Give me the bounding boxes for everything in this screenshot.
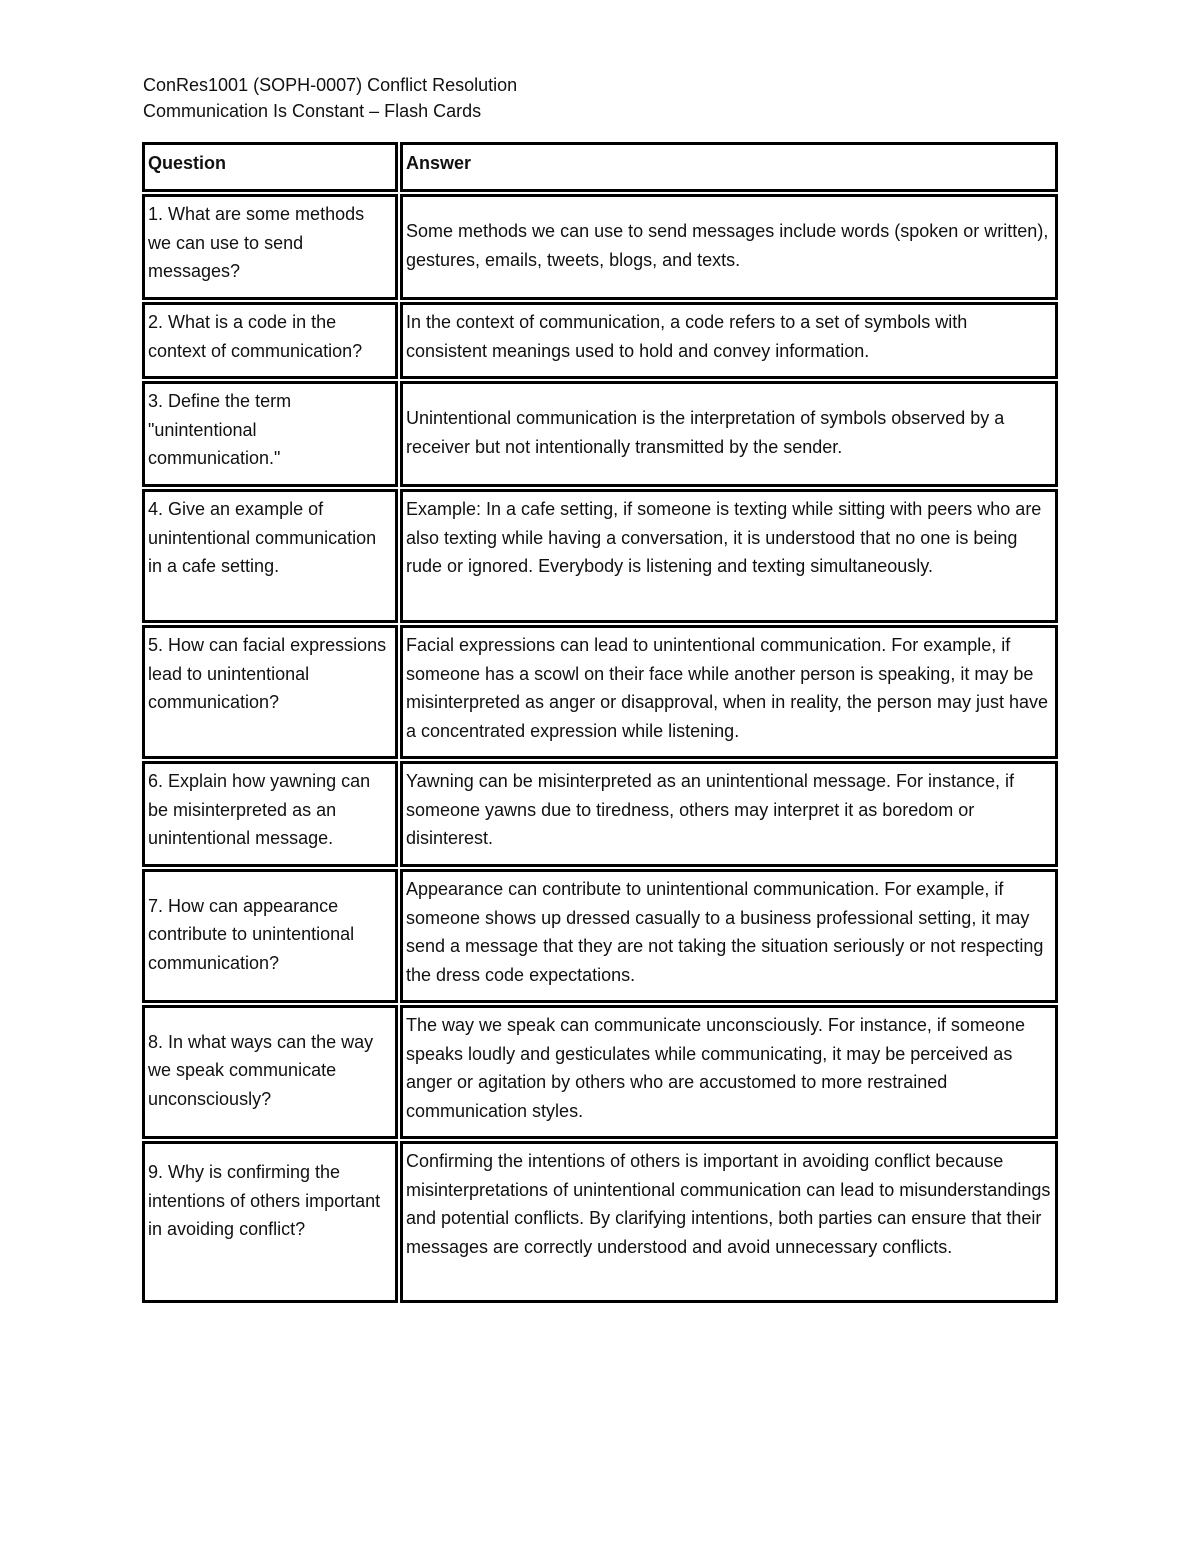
answer-text: Example: In a cafe setting, if someone is texting while sitting with peers who are also texting while having a conversation, it is understood that no one is being rude or ignored. Everybody is listening and texting simultaneously. — [406, 499, 1042, 576]
document-header — [143, 72, 1057, 124]
table-row — [142, 1141, 1058, 1303]
answer-cell — [400, 1141, 1058, 1303]
table-row — [142, 761, 1058, 867]
table-row — [142, 302, 1058, 379]
table-row — [142, 194, 1058, 300]
column-header-question: Question — [142, 142, 398, 192]
answer-cell — [400, 302, 1058, 379]
question-cell — [142, 489, 398, 623]
question-text: 4. Give an example of unintentional communication in a cafe setting. — [148, 499, 377, 576]
question-text: 3. Define the term "unintentional communication." — [148, 391, 292, 468]
column-header-answer: Answer — [400, 142, 1058, 192]
table-row — [142, 489, 1058, 623]
question-cell — [142, 302, 398, 379]
course-title: ConRes1001 (SOPH-0007) Conflict Resolution — [143, 75, 518, 95]
question-cell — [142, 1005, 398, 1139]
answer-cell — [400, 1005, 1058, 1139]
question-cell — [142, 1141, 398, 1303]
answer-cell — [400, 625, 1058, 759]
question-cell — [142, 761, 398, 867]
question-cell — [142, 194, 398, 300]
answer-text: In the context of communication, a code refers to a set of symbols with consistent meanings used to hold and convey information. — [406, 312, 968, 361]
question-text: 1. What are some methods we can use to send messages? — [148, 204, 365, 281]
table-row — [142, 1005, 1058, 1139]
answer-cell — [400, 761, 1058, 867]
question-text: 5. How can facial expressions lead to unintentional communication? — [148, 635, 387, 712]
table-row — [142, 381, 1058, 487]
question-cell — [142, 381, 398, 487]
question-text: 6. Explain how yawning can be misinterpreted as an unintentional message. — [148, 771, 371, 848]
answer-cell — [400, 869, 1058, 1003]
question-text: 8. In what ways can the way we speak communicate unconsciously? — [148, 1031, 374, 1109]
answer-text: Facial expressions can lead to unintentional communication. For example, if someone has a scowl on their face while another person is speaking, it may be misinterpreted as anger or disapproval, when in reality, the person may just have a concentrated expression while listening. — [406, 635, 1048, 741]
answer-cell — [400, 489, 1058, 623]
answer-text: Appearance can contribute to unintentional communication. For example, if someone shows up dressed casually to a business professional setting, it may send a message that they are not taking the situation seriously or not respecting the dress code expectations. — [406, 879, 1044, 985]
answer-text: Confirming the intentions of others is important in avoiding conflict because misinterpretations of unintentional communication can lead to misunderstandings and potential conflicts. By clarifying intentions, both parties can ensure that their messages are correctly understood and avoid unnecessary conflicts. — [406, 1151, 1051, 1257]
flash-cards-table — [142, 142, 1058, 1305]
table-row — [142, 625, 1058, 759]
answer-cell — [400, 194, 1058, 300]
answer-text: The way we speak can communicate unconsciously. For instance, if someone speaks loudly and gesticulates while communicating, it may be perceived as anger or agitation by others who are accustomed to more restrained communication styles. — [406, 1015, 1025, 1121]
table-row — [142, 869, 1058, 1003]
table-header-row — [142, 142, 1058, 192]
question-text: 7. How can appearance contribute to unintentional communication? — [148, 895, 355, 973]
answer-text: Some methods we can use to send messages include words (spoken or written), gestures, emails, tweets, blogs, and texts. — [406, 221, 1049, 270]
question-cell — [142, 625, 398, 759]
question-text: 2. What is a code in the context of communication? — [148, 312, 363, 361]
answer-text: Unintentional communication is the interpretation of symbols observed by a receiver but not intentionally transmitted by the sender. — [406, 408, 1005, 457]
document-title: Communication Is Constant – Flash Cards — [143, 101, 482, 121]
answer-cell — [400, 381, 1058, 487]
answer-text: Yawning can be misinterpreted as an unintentional message. For instance, if someone yawns due to tiredness, others may interpret it as boredom or disinterest. — [406, 771, 1015, 848]
question-text: 9. Why is confirming the intentions of others important in avoiding conflict? — [148, 1162, 381, 1239]
question-cell — [142, 869, 398, 1003]
